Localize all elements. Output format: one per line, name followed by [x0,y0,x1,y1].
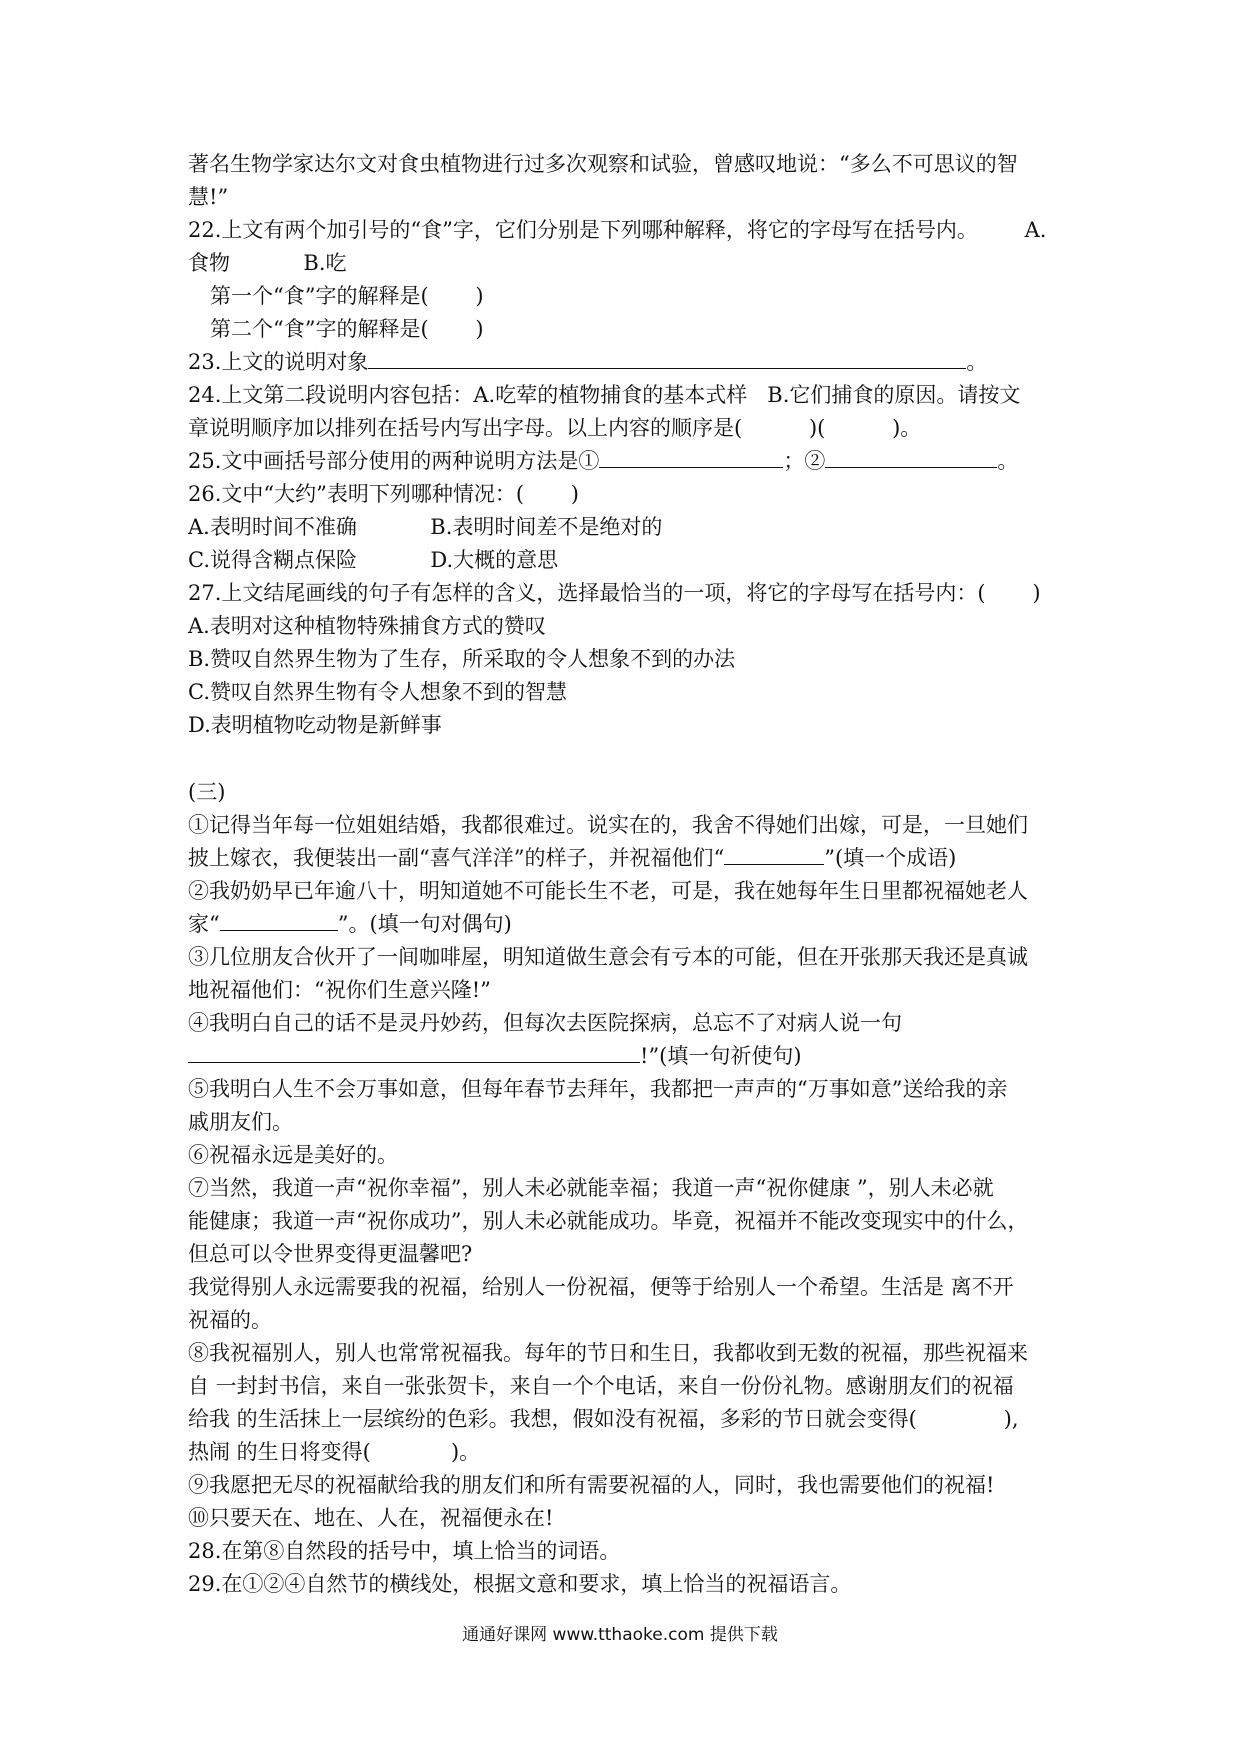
text-line: 第二个“食”字的解释是( ) [210,317,484,341]
text-line: 但总可以令世界变得更温馨吧? [188,1242,473,1266]
question-22: 22.上文有两个加引号的“食”字，它们分别是下列哪种解释，将它的字母写在括号内。 A. [188,218,1047,242]
paragraph-5: ⑤我明白人生不会万事如意，但每年春节去拜年，我都把一声声的“万事如意”送给我的亲 [188,1077,1008,1101]
question-text: 23.上文的说明对象 [188,350,369,374]
answer-blank [220,908,338,931]
page-footer: 通通好课网 www.tthaoke.com 提供下载 [462,1625,778,1645]
paragraph-7: ⑦当然，我道一声“祝你幸福”，别人未必就能幸福；我道一声“祝你健康 ”，别人未必就 [188,1176,994,1200]
text-line: 著名生物学家达尔文对食虫植物进行过多次观察和试验，曾感叹地说：“多么不可思议的智 [188,152,1018,176]
option-d: D.表明植物吃动物是新鲜事 [188,713,442,737]
option-a: A.表明对这种植物特殊捕食方式的赞叹 [188,614,546,638]
text: !”(填一句祈使句) [640,1044,802,1068]
question-text: ；② [783,449,826,473]
question-text: 25.文中画括号部分使用的两种说明方法是① [188,449,600,473]
text-line: 第一个“食”字的解释是( ) [210,284,484,308]
text-line: 食物 B.吃 [188,251,347,275]
paragraph-2: ②我奶奶早已年逾八十，明知道她不可能长生不老，可是，我在她每年生日里都祝福她老人 [188,879,1028,903]
answer-blank [188,1040,640,1063]
document-body [188,148,1054,1601]
paragraph-4: ④我明白自己的话不是灵丹妙药，但每次去医院探病，总忘不了对病人说一句 [188,1011,902,1035]
paragraph-8: ⑧我祝福别人，别人也常常祝福我。每年的节日和生日，我都收到无数的祝福，那些祝福来 [188,1341,1028,1365]
text: ”。(填一句对偶句) [337,912,512,936]
text: 披上嫁衣，我便装出一副“喜气洋洋”的样子，并祝福他们“ [188,846,725,870]
text: 家“ [188,912,220,936]
question-26: 26.文中“大约”表明下列哪种情况：( ) [188,482,579,506]
section-heading: (三) [188,780,226,804]
text-line: 能健康；我道一声“祝你成功”，别人未必就能成功。毕竟，祝福并不能改变现实中的什么， [188,1209,1029,1233]
option-b: B.赞叹自然界生物为了生存，所采取的令人想象不到的办法 [188,647,736,671]
paragraph-1: ①记得当年每一位姐姐结婚，我都很难过。说实在的，我舍不得她们出嫁，可是，一旦她们 [188,813,1028,837]
spacer [188,742,1054,776]
text-line: 章说明顺序加以排列在括号内写出字母。以上内容的顺序是( )( )。 [188,416,922,440]
punct: 。 [997,449,1019,473]
text-line: 祝福的。 [188,1308,272,1332]
answer-blank [825,445,997,468]
paragraph-9: ⑨我愿把无尽的祝福献给我的朋友们和所有需要祝福的人，同时，我也需要他们的祝福! [188,1473,995,1497]
answer-blank [368,346,966,369]
option-line: A.表明时间不准确 B.表明时间差不是绝对的 [188,515,663,539]
question-28: 28.在第⑧自然段的括号中，填上恰当的词语。 [188,1539,621,1563]
text-line: 地祝福他们：“祝你们生意兴隆!” [188,978,491,1002]
question-24: 24.上文第二段说明内容包括：A.吃荤的植物捕食的基本式样 B.它们捕食的原因。请按文 [188,383,1021,407]
punct: 。 [966,350,988,374]
paragraph-3: ③几位朋友合伙开了一间咖啡屋，明知道做生意会有亏本的可能，但在开张那天我还是真诚 [188,945,1028,969]
answer-blank [724,842,824,865]
question-29: 29.在①②④自然节的横线处，根据文意和要求，填上恰当的祝福语言。 [188,1572,852,1596]
option-line: C.说得含糊点保险 D.大概的意思 [188,548,559,572]
text-line [188,842,1054,875]
text-line: 给我 的生活抹上一层缤纷的色彩。我想，假如没有祝福，多彩的节日就会变得( ), [188,1407,1019,1431]
option-c: C.赞叹自然界生物有令人想象不到的智慧 [188,680,567,704]
text-line: 慧!” [188,185,229,209]
question-27: 27.上文结尾画线的句子有怎样的含义，选择最恰当的一项，将它的字母写在括号内：( ) [188,581,1041,605]
text-line: 戚朋友们。 [188,1110,293,1134]
paragraph-10: ⑩只要天在、地在、人在，祝福便永在! [188,1506,554,1530]
text-line [188,908,1054,941]
text-line: 自 一封封书信，来自一张张贺卡，来自一个个电话，来自一份份礼物。感谢朋友们的祝福 [188,1374,1014,1398]
text-line: 我觉得别人永远需要我的祝福，给别人一份祝福，便等于给别人一个希望。生活是 离不开 [188,1275,1014,1299]
question-23 [188,346,1054,379]
text-line: 热闹 的生日将变得( )。 [188,1440,481,1464]
answer-blank [599,445,783,468]
paragraph-6: ⑥祝福永远是美好的。 [188,1143,398,1167]
text-line [188,1040,1054,1073]
question-25 [188,445,1054,478]
text: ”(填一个成语) [824,846,957,870]
